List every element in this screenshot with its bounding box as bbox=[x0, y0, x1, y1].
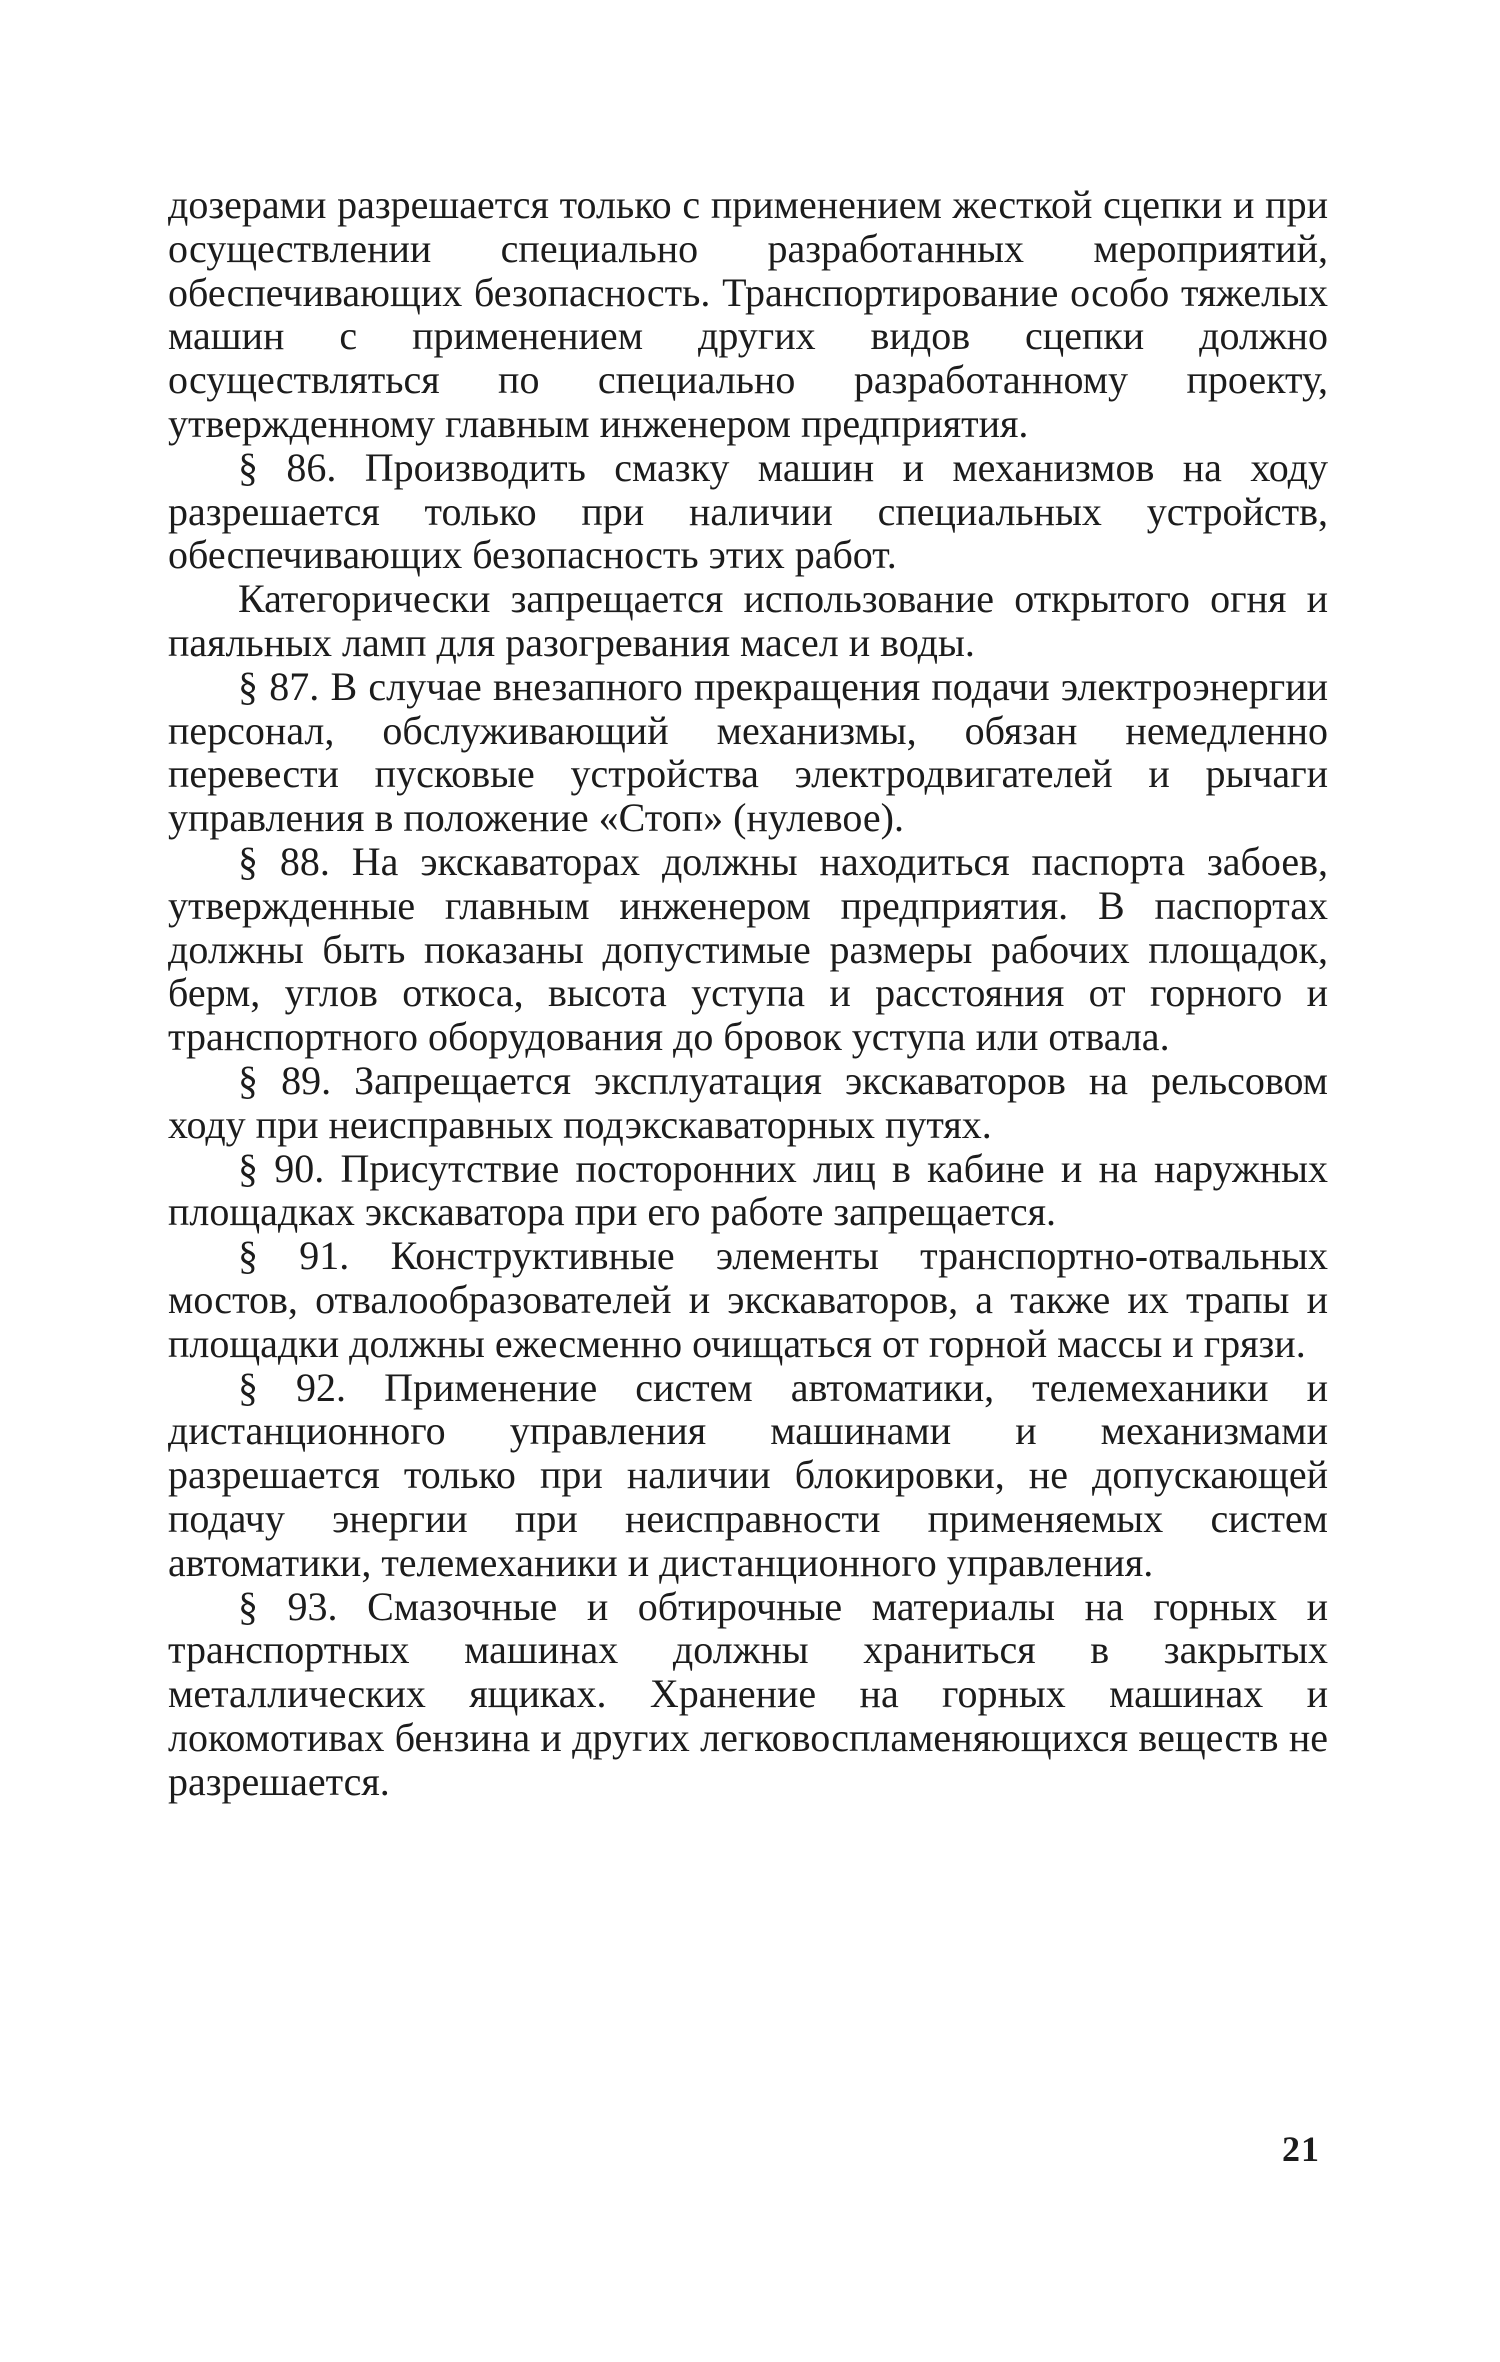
paragraph-section-93: § 93. Смазочные и обтирочные материалы на горных и транспортных машинах должны храниться в закрытых металлических ящиках. Хранение на горных машинах и локомотивах бензина и других легковоспламеняющихся веществ не разрешается. bbox=[168, 1583, 1328, 1804]
page-number: 21 bbox=[1282, 2129, 1320, 2169]
paragraph-section-90: § 90. Присутствие посторонних лиц в кабине и на наружных площадках экскаватора при его работе запрещается. bbox=[168, 1145, 1328, 1235]
paragraph-section-86-fire: Категорически запрещается использование открытого огня и паяльных ламп для разогревания масел и воды. bbox=[168, 576, 1328, 665]
paragraph-section-87: § 87. В случае внезапного прекращения подачи электроэнергии персонал, обслуживающий механизмы, обязан немедленно перевести пусковые устройства электродвигателей и рычаги управления в положение «Стоп» (нулевое). bbox=[168, 663, 1328, 841]
paragraph-section-89: § 89. Запрещается эксплуатация экскаваторов на рельсовом ходу при неисправных подэкскаваторных путях. bbox=[168, 1057, 1328, 1147]
paragraph-section-88: § 88. На экскаваторах должны находиться паспорта забоев, утвержденные главным инженером предприятия. В паспортах должны быть показаны допустимые размеры рабочих площадок, берм, углов откоса, высота уступа и расстояния от горного и транспортного оборудования до бровок уступа или отвала. bbox=[168, 838, 1328, 1060]
paragraph-section-86: § 86. Производить смазку машин и механизмов на ходу разрешается только при наличии специальных устройств, обеспечивающих безопасность этих работ. bbox=[168, 444, 1328, 578]
page-body bbox=[168, 183, 1328, 1803]
paragraph-section-92: § 92. Применение систем автоматики, телемеханики и дистанционного управления машинами и механизмами разрешается только при наличии блокировки, не допускающей подачу энергии при неисправности применяемых систем автоматики, телемеханики и дистанционного управления. bbox=[168, 1364, 1328, 1585]
paragraph-section-91: § 91. Конструктивные элементы транспортно-отвальных мостов, отвалообразователей и экскаваторов, а также их трапы и площадки должны ежесменно очищаться от горной массы и грязи. bbox=[168, 1233, 1328, 1366]
paragraph-continuation: дозерами разрешается только с применением жесткой сцепки и при осуществлении специально разработанных мероприятий, обеспечивающих безопасность. Транспортирование особо тяжелых машин с применением других видов сцепки должно осуществляться по специально разработанному проекту, утвержденному главным инженером предприятия. bbox=[168, 182, 1328, 446]
